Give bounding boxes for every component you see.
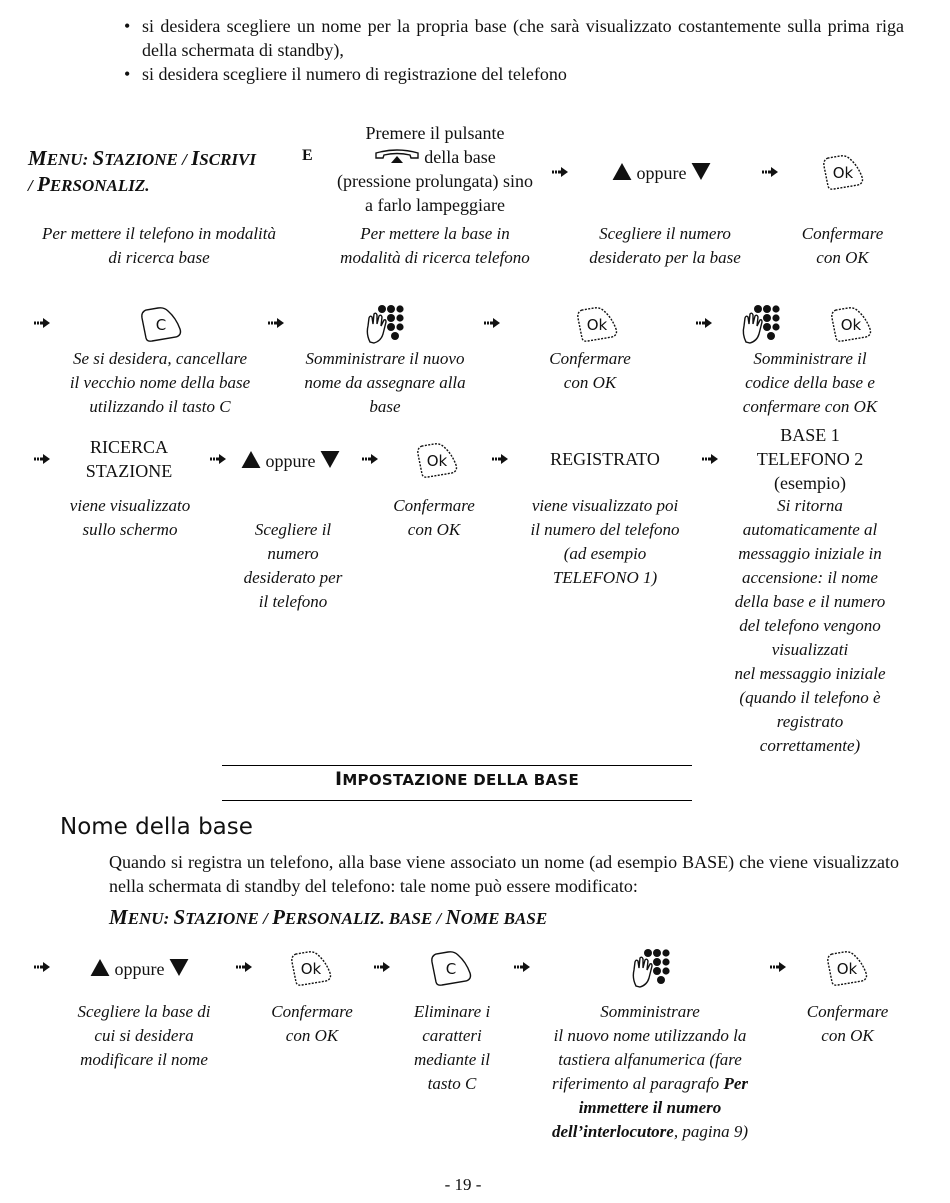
down-triangle-icon [320,451,340,468]
display-ricerca-stazione: RICERCA STAZIONE [85,437,173,481]
bullet-item: • si desidera scegliere il numero di registrazione del telefono [124,64,567,84]
caption: Eliminare i caratteri mediante il tasto C [413,1002,491,1093]
menu-path-1: MENU: STAZIONE / ISCRIVI / PERSONALIZ. [28,146,256,196]
divider [222,800,692,801]
right-arrow-icon [762,167,778,177]
keypad-hand-icon[interactable] [364,304,404,344]
base-press-step: Premere il pulsante della base (pressione prolungata) sino a farlo lampeggiare [337,123,533,215]
ok-key-icon[interactable] [288,948,334,988]
down-triangle-icon [691,163,711,180]
up-down-select[interactable]: oppure [90,957,189,981]
ok-key-icon[interactable] [824,948,870,988]
right-arrow-icon [210,454,226,464]
keypad-hand-icon[interactable] [740,304,780,344]
right-arrow-icon [696,318,712,328]
right-arrow-icon [34,962,50,972]
ok-key-icon[interactable] [574,304,620,344]
menu-path-2: MENU: STAZIONE / PERSONALIZ. BASE / NOME BASE [109,905,548,929]
bullet-text: si desidera scegliere un nome per la propria base (che sarà visualizzato costantemente sulla prima riga della schermata di standby), [142,16,904,60]
caption: viene visualizzato sullo schermo [69,496,191,539]
caption: Somministrare il nuovo nome utilizzando la tastiera alfanumerica (fare riferimento al paragrafo Per immettere il numero dell’interlocutore, pagina 9) [552,1002,748,1141]
keypad-hand-icon[interactable] [630,948,670,988]
right-arrow-icon [514,962,530,972]
ok-key-icon[interactable] [820,152,866,192]
caption: Confermare con OK [393,496,475,539]
bullet-item: • si desidera scegliere un nome per la propria base (che sarà visualizzato costantemente sulla prima riga della schermata di standby), [124,16,904,60]
page-heading: Nome della base [60,814,253,840]
paragraph: Quando si registra un telefono, alla base viene associato un nome (ad esempio BASE) che viene visualizzato nella schermata di standby del telefono: tale nome può essere modificato: [109,852,899,896]
caption: Scegliere il numero desiderato per il telefono [243,520,343,611]
intro-bullets [124,14,904,86]
caption: Confermare con OK [801,224,884,267]
caption: Confermare con OK [806,1002,889,1045]
up-down-select[interactable]: oppure [612,161,711,185]
down-triangle-icon [169,959,189,976]
right-arrow-icon [702,454,718,464]
caption: Se si desidera, cancellare il vecchio nome della base utilizzando il tasto C [69,349,251,416]
section-title: IMPOSTAZIONE DELLA BASE [334,768,580,790]
caption: Somministrare il nuovo nome da assegnare alla base [304,349,466,416]
right-arrow-icon [268,318,284,328]
right-arrow-icon [492,454,508,464]
page-number: - 19 - [444,1175,482,1194]
right-arrow-icon [236,962,252,972]
up-triangle-icon [90,959,110,976]
right-arrow-icon [362,454,378,464]
caption: Scegliere la base di cui si desidera modificare il nome [77,1002,211,1069]
up-triangle-icon [241,451,261,468]
base-button-icon [374,149,420,165]
caption: Scegliere il numero desiderato per la base [589,224,741,267]
display-registrato: REGISTRATO [550,449,660,469]
right-arrow-icon [34,318,50,328]
c-key-icon[interactable] [138,304,184,344]
caption: Per mettere la base in modalità di ricerca telefono [340,224,530,267]
c-key-icon[interactable] [428,948,474,988]
right-arrow-icon [34,454,50,464]
caption: viene visualizzato poi il numero del telefono (ad esempio TELEFONO 1) [530,496,680,587]
up-triangle-icon [612,163,632,180]
right-arrow-icon [552,167,568,177]
caption: Confermare con OK [271,1002,353,1045]
ok-key-icon[interactable] [414,440,460,480]
right-arrow-icon [374,962,390,972]
right-arrow-icon [484,318,500,328]
up-down-select[interactable]: oppure [241,449,340,473]
right-arrow-icon [770,962,786,972]
menu-conjunction: E [302,147,313,164]
divider [222,765,692,766]
display-base-telefono: BASE 1 TELEFONO 2 (esempio) [756,425,864,493]
caption: Somministrare il codice della base e confermare con OK [742,349,878,416]
ok-key-icon[interactable] [828,304,874,344]
bullet-text: si desidera scegliere il numero di registrazione del telefono [142,64,567,84]
caption: Confermare con OK [549,349,631,392]
caption: Si ritorna automaticamente al messaggio iniziale in accensione: il nome della base e il numero del telefono vengono visualizzati nel messaggio iniziale (quando il telefono è registrato correttamente) [734,496,886,755]
caption: Per mettere il telefono in modalità di ricerca base [41,224,276,267]
